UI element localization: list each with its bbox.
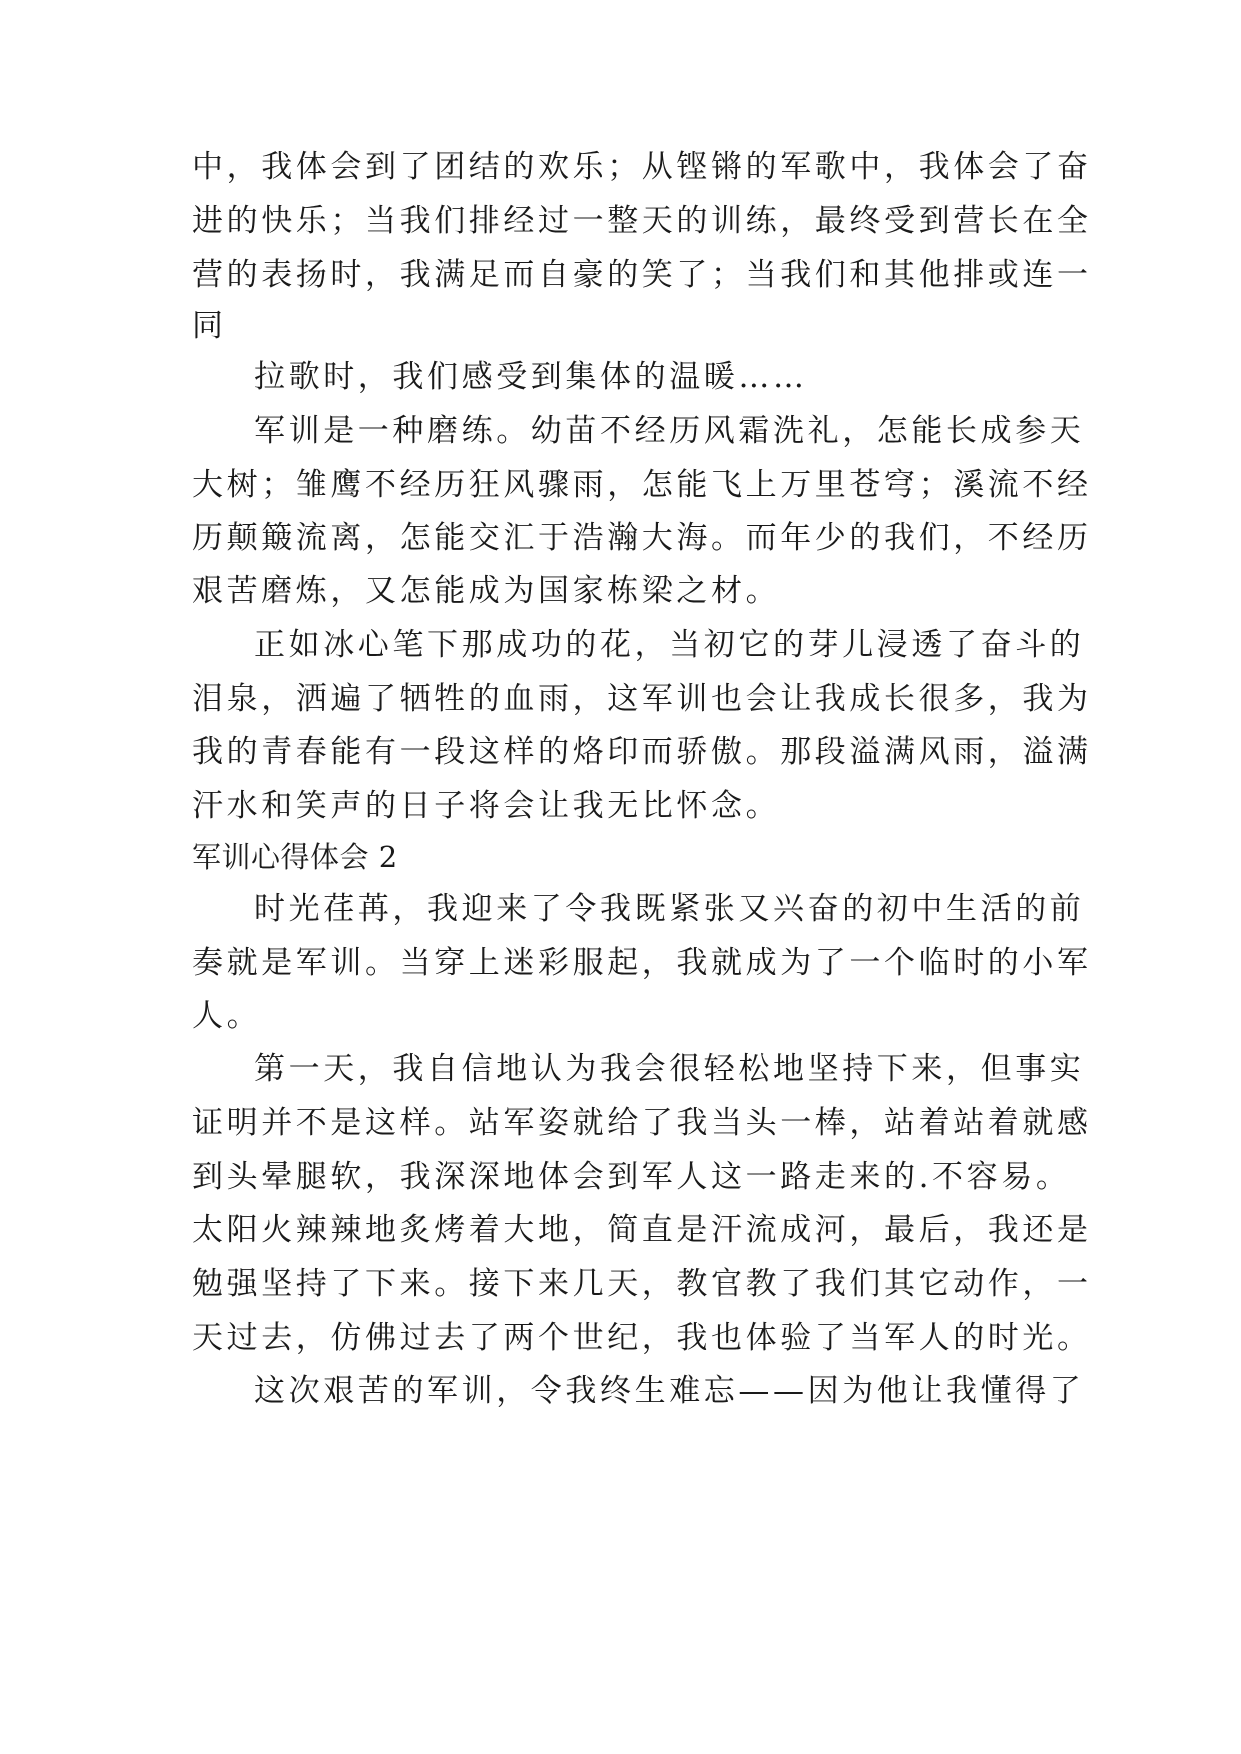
paragraph-start: 时光荏苒，我迎来了令我既紧张又兴奋的初中生活的前 xyxy=(254,891,1085,927)
text-line: 同 xyxy=(192,308,227,344)
text-line: 勉强坚持了下来。接下来几天，教官教了我们其它动作，一 xyxy=(192,1266,1092,1302)
text-line: 营的表扬时，我满足而自豪的笑了；当我们和其他排或连一 xyxy=(192,257,1092,293)
paragraph-start: 这次艰苦的军训，令我终生难忘——因为他让我懂得了 xyxy=(254,1373,1085,1409)
paragraph-start: 军训是一种磨练。幼苗不经历风霜洗礼，怎能长成参天 xyxy=(254,413,1085,449)
text-line: 历颠簸流离，怎能交汇于浩瀚大海。而年少的我们，不经历 xyxy=(192,520,1092,556)
text-line: 奏就是军训。当穿上迷彩服起，我就成为了一个临时的小军 xyxy=(192,945,1092,981)
text-line: 证明并不是这样。站军姿就给了我当头一棒，站着站着就感 xyxy=(192,1105,1092,1141)
text-line: 汗水和笑声的日子将会让我无比怀念。 xyxy=(192,788,781,824)
paragraph-start: 拉歌时，我们感受到集体的温暖…… xyxy=(254,359,808,395)
text-line: 太阳火辣辣地炙烤着大地，简直是汗流成河，最后，我还是 xyxy=(192,1212,1092,1248)
text-line: 天过去，仿佛过去了两个世纪，我也体验了当军人的时光。 xyxy=(192,1320,1092,1356)
text-line: 到头晕腿软，我深深地体会到军人这一路走来的.不容易。 xyxy=(192,1159,1071,1195)
text-line: 人。 xyxy=(192,998,262,1034)
text-line: 进的快乐；当我们排经过一整天的训练，最终受到营长在全 xyxy=(192,203,1092,239)
section-heading: 军训心得体会 2 xyxy=(192,840,398,874)
text-line: 泪泉，洒遍了牺牲的血雨，这军训也会让我成长很多，我为 xyxy=(192,681,1092,717)
paragraph-start: 正如冰心笔下那成功的花，当初它的芽儿浸透了奋斗的 xyxy=(254,627,1085,663)
text-line: 中，我体会到了团结的欢乐；从铿锵的军歌中，我体会了奋 xyxy=(192,149,1092,185)
text-line: 大树；雏鹰不经历狂风骤雨，怎能飞上万里苍穹；溪流不经 xyxy=(192,467,1092,503)
text-line: 艰苦磨炼，又怎能成为国家栋梁之材。 xyxy=(192,573,781,609)
paragraph-start: 第一天，我自信地认为我会很轻松地坚持下来，但事实 xyxy=(254,1051,1085,1087)
text-line: 我的青春能有一段这样的烙印而骄傲。那段溢满风雨，溢满 xyxy=(192,734,1092,770)
